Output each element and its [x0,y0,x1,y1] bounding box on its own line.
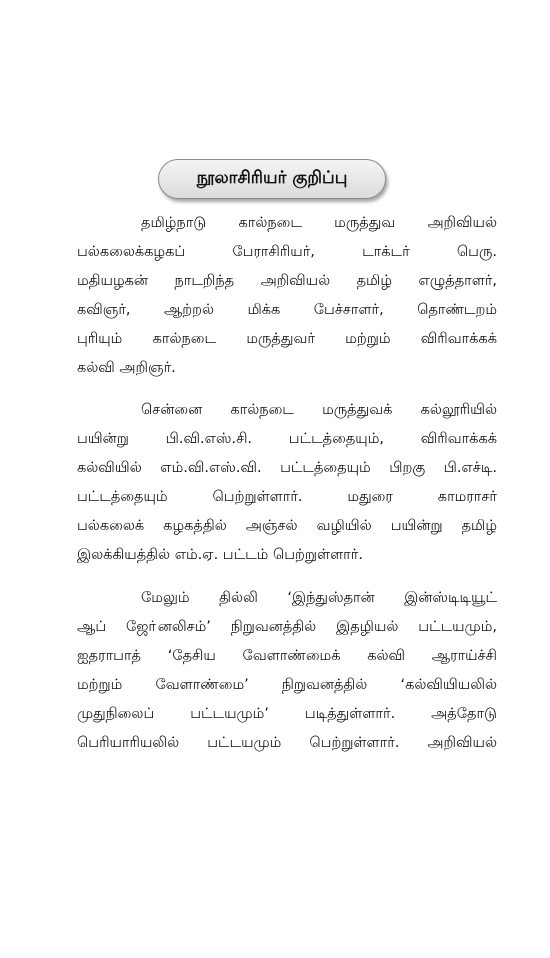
text-line: சென்னை கால்நடை மருத்துவக் கல்லூரியில் [141,402,497,418]
text-line: தமிழ்நாடு கால்நடை மருத்துவ அறிவியல் [141,215,497,231]
text-line: இலக்கியத்தில் எம்.ஏ. பட்டம் பெற்றுள்ளார். [77,547,363,563]
text-line: முதுநிலைப் பட்டயமும்’ படித்துள்ளார். அத்தோடு [77,706,497,722]
text-line: ஆப் ஜோ்னலிசம்’ நிறுவனத்தில் இதழியல் பட்டயமும், [77,619,497,635]
text-line: மதியழகன் நாடறிந்த அறிவியல் தமிழ் எழுத்தாளர், [77,273,497,289]
text-line: ஐதராபாத் ‘தேசிய வேளாண்மைக் கல்வி ஆராய்ச்சி [77,648,497,664]
text-line: கல்வி அறிஞர். [77,360,176,376]
section-title-box [158,159,386,199]
text-line: பல்கலைக்கழகப் பேராசிரியர், டாக்டர் பெரு. [77,244,497,260]
text-line: பயின்று பி.வி.எஸ்.சி. பட்டத்தையும், விரிவாக்கக் [77,431,497,447]
text-line: கல்வியில் எம்.வி.எஸ்.வி. பட்டத்தையும் பிறகு பி.எச்டி. [77,460,497,476]
text-line: மற்றும் வேளாண்மை’ நிறுவனத்தில் ‘கல்வியியலில் [77,677,497,693]
text-line: பல்கலைக் கழகத்தில் அஞ்சல் வழியில் பயின்று தமிழ் [77,518,497,534]
text-line: மேலும் தில்லி ‘இந்துஸ்தான் இன்ஸ்டிடியூட் [141,590,497,606]
text-line: பெரியாரியலில் பட்டயமும் பெற்றுள்ளார். அறிவியல் [77,735,497,751]
paragraph-2 [77,396,497,570]
section-title: நூலாசிரியர் குறிப்பு [196,168,348,188]
text-line: கவிஞர், ஆற்றல் மிக்க பேச்சாளர், தொண்டறம் [77,302,497,318]
text-line: புரியும் கால்நடை மருத்துவர் மற்றும் விரிவாக்கக் [77,331,497,347]
paragraph-3 [77,584,497,758]
text-line: பட்டத்தையும் பெற்றுள்ளார். மதுரை காமராசர் [77,489,497,505]
paragraph-1 [77,209,497,383]
